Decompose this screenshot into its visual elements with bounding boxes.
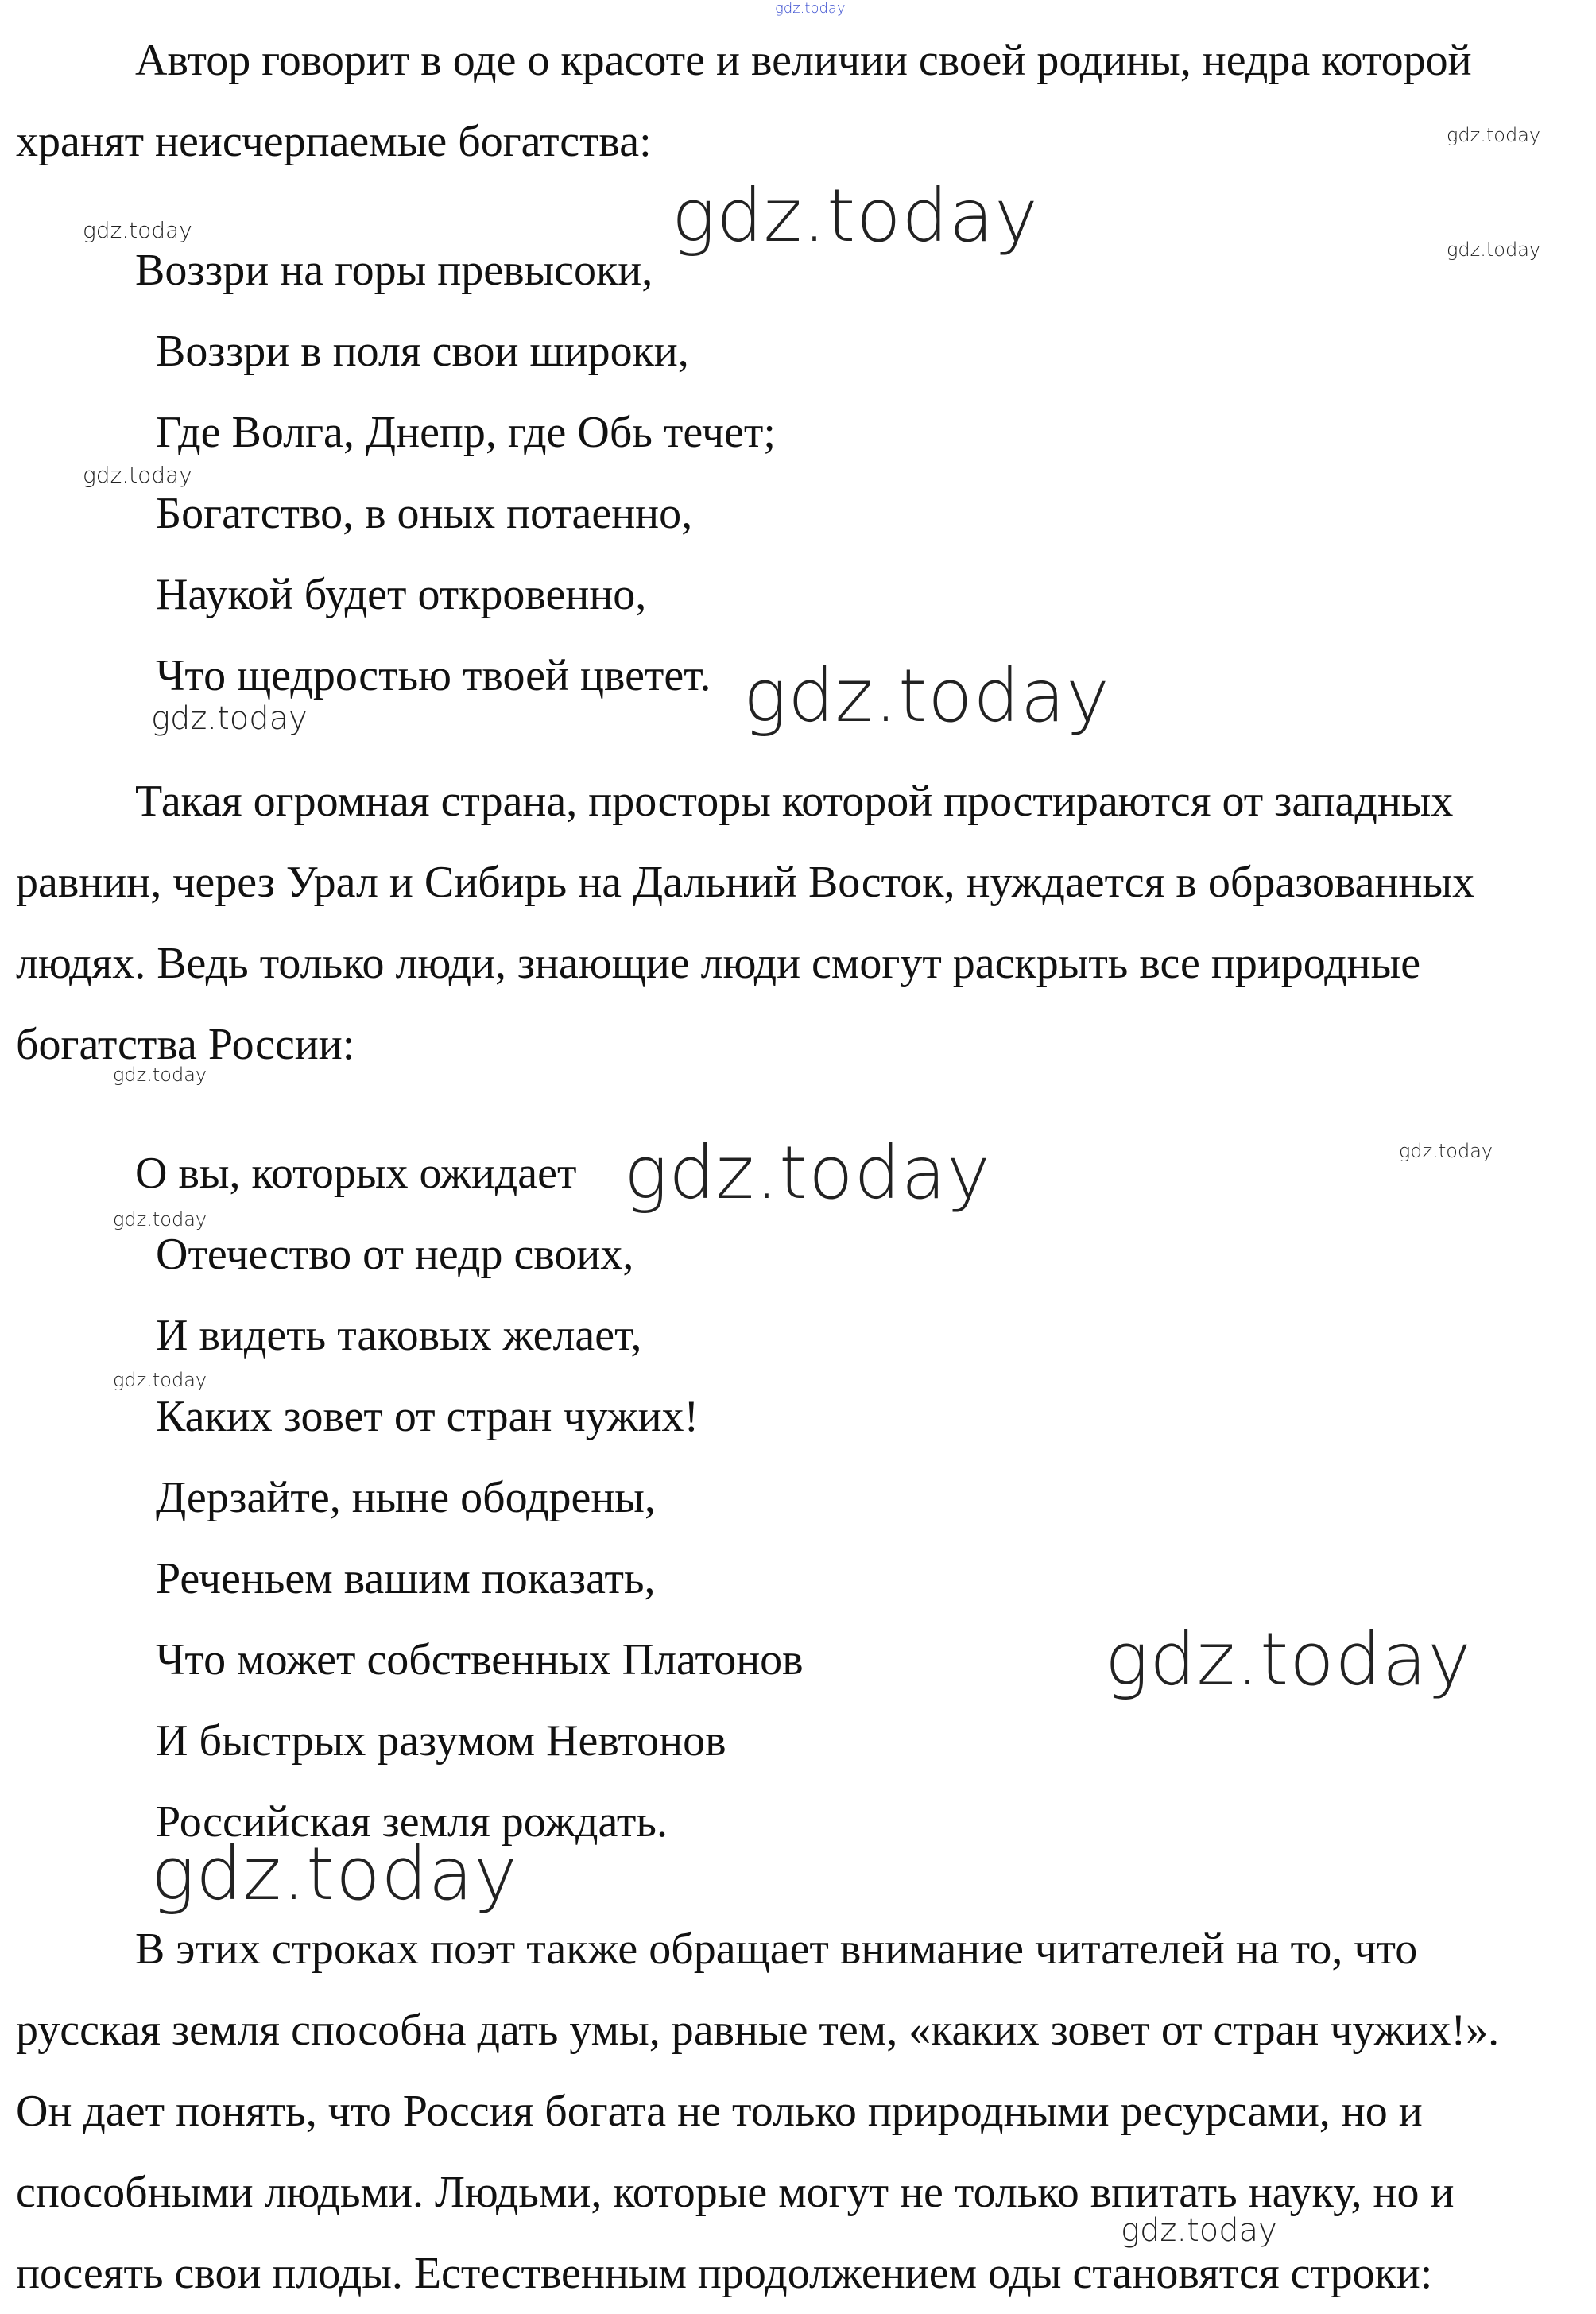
watermark-text: gdz.today — [775, 0, 846, 17]
paragraph-1-line-2: хранят неисчерпаемые богатства: — [16, 117, 652, 166]
paragraph-2-line-3: людях. Ведь только люди, знающие люди смогут раскрыть все природные — [16, 939, 1421, 988]
watermark-text: gdz.today — [83, 462, 192, 488]
paragraph-2-line-4: богатства России: — [16, 1020, 355, 1069]
poem-1-line-3: Где Волга, Днепр, где Обь течет; — [156, 408, 776, 457]
watermark-text: gdz.today — [743, 653, 1110, 738]
watermark-text: gdz.today — [113, 1369, 207, 1391]
watermark-text: gdz.today — [151, 700, 308, 737]
watermark-text: gdz.today — [83, 217, 192, 243]
poem-1-line-6: Что щедростью твоей цветет. — [156, 651, 711, 700]
poem-1-line-2: Воззри в поля свои широки, — [156, 327, 689, 376]
poem-2-line-7: Что может собственных Платонов — [156, 1635, 804, 1684]
watermark-text: gdz.today — [113, 1064, 207, 1086]
watermark-text: gdz.today — [1447, 124, 1541, 146]
paragraph-1-line-1: Автор говорит в оде о красоте и величии своей родины, недра которой — [135, 36, 1472, 85]
paragraph-3-line-1: В этих строках поэт также обращает внимание читателей на то, что — [135, 1924, 1418, 1974]
paragraph-2-line-1: Такая огромная страна, просторы которой простираются от западных — [135, 777, 1454, 826]
poem-2-line-1: О вы, которых ожидает — [135, 1149, 577, 1198]
paragraph-2-line-2: равнин, через Урал и Сибирь на Дальний Восток, нуждается в образованных — [16, 858, 1475, 907]
poem-2-line-3: И видеть таковых желает, — [156, 1311, 642, 1360]
watermark-text: gdz.today — [1105, 1617, 1472, 1702]
paragraph-3-line-5: посеять свои плоды. Естественным продолжением оды становятся строки: — [16, 2249, 1433, 2298]
watermark-text: gdz.today — [113, 1208, 207, 1231]
watermark-text: gdz.today — [672, 173, 1039, 258]
poem-1-line-5: Наукой будет откровенно, — [156, 570, 647, 619]
poem-1-line-1: Воззри на горы превысоки, — [135, 246, 653, 295]
poem-2-line-6: Реченьем вашим показать, — [156, 1554, 656, 1603]
watermark-text: gdz.today — [151, 1831, 518, 1917]
paragraph-3-line-4: способными людьми. Людьми, которые могут не только впитать науку, но и — [16, 2168, 1455, 2217]
watermark-text: gdz.today — [1447, 238, 1541, 261]
watermark-text: gdz.today — [624, 1130, 991, 1215]
poem-2-line-9: Российская земля рождать. — [156, 1797, 668, 1847]
poem-2-line-2: Отечество от недр своих, — [156, 1230, 634, 1279]
watermark-text: gdz.today — [1399, 1140, 1493, 1162]
poem-2-line-4: Каких зовет от стран чужих! — [156, 1392, 699, 1441]
watermark-text: gdz.today — [1121, 2212, 1277, 2249]
poem-1-line-4: Богатство, в оных потаенно, — [156, 489, 693, 538]
poem-2-line-8: И быстрых разумом Невтонов — [156, 1716, 726, 1766]
paragraph-3-line-3: Он дает понять, что Россия богата не только природными ресурсами, но и — [16, 2087, 1423, 2136]
poem-2-line-5: Дерзайте, ныне ободрены, — [156, 1473, 656, 1522]
paragraph-3-line-2: русская земля способна дать умы, равные тем, «каких зовет от стран чужих!». — [16, 2006, 1500, 2055]
